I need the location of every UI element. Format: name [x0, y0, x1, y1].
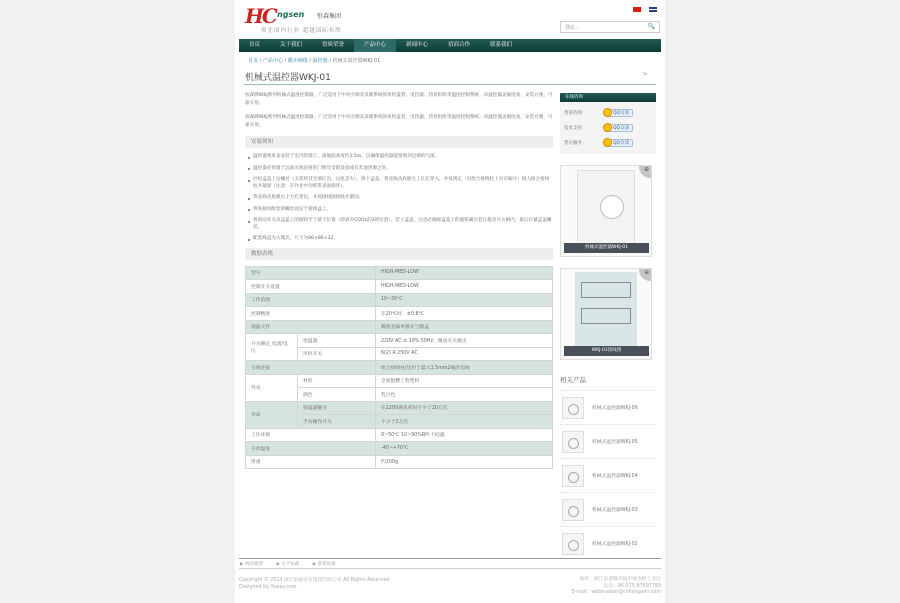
list-item: 温控器须垂直安装于室内的墙上，离地面高度约1.5m，以确保温控器能接收到足够的气流。: [245, 154, 553, 161]
breadcrumb-products[interactable]: 产品中心: [262, 58, 283, 64]
product-thumbnail: [562, 431, 584, 453]
image-caption: WKJ-01接线图: [564, 346, 649, 356]
table-row: 寿命 恒温器触点 在220V满负荷时不少于20万次: [246, 401, 553, 415]
related-product[interactable]: 机械式温控器WKJ-02: [560, 526, 656, 560]
thermostat-photo: [577, 170, 635, 246]
table-row: 控制精度 在20℃时，±0.8℃: [246, 307, 553, 321]
consult-row: [564, 120, 652, 135]
table-row: 存放温度 -40~+70℃: [246, 442, 553, 456]
footer-link-about[interactable]: ▶ 关于恒森: [276, 562, 300, 567]
sidebar: [560, 93, 656, 560]
image-caption: 机械式温控器WKJ-01: [564, 243, 649, 253]
related-products-title: 相关产品: [560, 376, 586, 384]
logo-cn: 恒森集团: [317, 13, 342, 20]
table-row: 手动操作开关 不少于2万次: [246, 415, 553, 429]
qq-chat-button[interactable]: QQ交谈: [604, 139, 633, 147]
list-item: 温控器必须置于远离光线直射的门窗及受阻设备或有其他热源之处。: [245, 166, 553, 173]
product-image[interactable]: [560, 165, 652, 257]
spec-table: [245, 266, 553, 470]
email-link[interactable]: E-mail：webmaster@cnhengsen.com: [571, 590, 661, 595]
header: [235, 0, 665, 38]
qq-icon: [603, 123, 612, 132]
intro-paragraph: 恒森牌WKJ系列机械式温度控制器，广泛适用于中央空调及采暖系统的风机盘管、电热器、热泵机组等温度控制系统。该温控器灵敏度高，安装方便，可靠实用。: [245, 115, 553, 128]
list-item: 配套线盒为入墙式，尺寸为86×86×32。: [245, 236, 553, 243]
english-flag-icon[interactable]: [649, 7, 657, 12]
install-notes-list: [245, 154, 553, 243]
footer-link-contact[interactable]: ▶ 联系恒森: [312, 562, 336, 567]
consult-label: 售前咨询：: [564, 110, 587, 116]
chinese-flag-icon[interactable]: [633, 7, 641, 12]
related-product[interactable]: 机械式温控器WKJ-05: [560, 424, 656, 458]
table-row: 工作环境 0~50℃ 10~90%RH 不结露: [246, 428, 553, 442]
table-row: 风机开关 6(2) A 250V AC: [246, 347, 553, 361]
breadcrumb: 首页 / 产品中心 / 暖冲阀组 / 温控器 / 机械式温控器WKJ-01: [248, 58, 381, 64]
table-row: 控制开关设置 HIGH-MED-LOW: [246, 280, 553, 294]
footer-link-sitemap[interactable]: ▶ 网站地图: [240, 562, 263, 567]
product-thumbnail: [562, 499, 584, 521]
table-row: 净重 约200g: [246, 455, 553, 469]
nav-news[interactable]: 新闻中心: [406, 42, 429, 48]
logo-mark: HC: [245, 4, 276, 28]
online-consult-panel: [560, 102, 656, 154]
table-row: 开关额定 电流/电压 恒温器 220V AC ± 10% 50Hz，微动开关输出: [246, 334, 553, 348]
search-input[interactable]: [560, 21, 660, 33]
logo[interactable]: [245, 4, 375, 34]
table-row: 感温元件 稀密金属单极充气膜盒: [246, 320, 553, 334]
breadcrumb-home[interactable]: 首页: [248, 58, 259, 64]
copyright: Copyright © 2013 浙江恒森实业集团有限公司 All Rights Reserved. Designed by Yoway.com: [239, 578, 392, 590]
product-thumbnail: [562, 465, 584, 487]
list-item: 拧松盒盖上边螺丝（无需将其全部拧出，以免丢失），拆下盒盖。将连线从底板左上长孔穿入，并按规定（见组合接线柱上对应编号）接入组合接线柱并紧固（注意：在作业中勿抓带表面损坏）。: [245, 177, 553, 190]
main-nav: [239, 39, 661, 52]
list-item: 将滑动开关及盒盖上的旋钮至于最下位置（即表有COOL的3的位置），装上盒盖。注意必确保盒盖上的旋钮确实套在拨动开关柄内，最后拧紧盒盖螺丝。: [245, 218, 553, 231]
slogan: 领先国内行业 超越国际名牌: [261, 28, 342, 34]
breadcrumb-subcategory[interactable]: 温控器: [312, 58, 328, 64]
search-icon[interactable]: 🔍: [647, 23, 655, 30]
related-product[interactable]: 机械式温控器WKJ-06: [560, 390, 656, 424]
related-product[interactable]: 机械式温控器WKJ-03: [560, 492, 656, 526]
main-content: [245, 92, 553, 469]
footer-links: [240, 561, 348, 567]
consult-label: 技术支持：: [564, 125, 587, 131]
footer-divider: [239, 568, 661, 569]
next-arrow-icon[interactable]: >: [642, 70, 648, 78]
search-placeholder: 搜索...: [565, 25, 580, 31]
consult-row: [564, 105, 652, 120]
table-row: 外壳 材料 全部阻燃工程塑料: [246, 374, 553, 388]
zoom-icon[interactable]: ⊕: [639, 268, 652, 281]
nav-cooperation[interactable]: 招商合作: [448, 42, 471, 48]
breadcrumb-category[interactable]: 暖冲阀组: [287, 58, 308, 64]
qq-chat-button[interactable]: QQ交谈: [604, 109, 633, 117]
qq-icon: [603, 108, 612, 117]
intro-paragraph: 恒森牌WKJ系列机械式温度控制器，广泛适用于中央空调及采暖系统的风机盘管、电热器、热泵机组等温度控制系统。该温控器灵敏度高，安装方便，可靠实用。: [245, 93, 553, 106]
qq-icon: [603, 138, 612, 147]
table-row: 颜色 乳白色: [246, 388, 553, 402]
nav-products[interactable]: 产品中心: [354, 39, 396, 52]
install-section-title: 安装须知: [245, 136, 553, 148]
table-row: 型号 HIGH-MED-LOW: [246, 266, 553, 280]
dial-shape: [600, 195, 624, 219]
nav-home[interactable]: 首页: [249, 42, 261, 48]
table-row: 引线连接 组合接线柱/适用于最大1.5mm2截的电线: [246, 361, 553, 375]
page-title: 机械式温控器WKJ-01: [245, 73, 331, 83]
table-section-title: 数据表格: [245, 248, 553, 260]
list-item: 将连线从底板右上方孔穿出，并按接线图接线并紧固。: [245, 195, 553, 202]
consult-row: [564, 135, 652, 150]
wiring-diagram-image[interactable]: [560, 268, 652, 360]
wiring-diagram: [575, 272, 637, 356]
designer-link[interactable]: Designed by Yoway.com: [239, 585, 297, 590]
nav-contact[interactable]: 联系我们: [490, 42, 513, 48]
nav-honors[interactable]: 资质荣誉: [322, 42, 345, 48]
zoom-icon[interactable]: ⊕: [639, 165, 652, 178]
footer-divider: [239, 558, 661, 559]
product-thumbnail: [562, 397, 584, 419]
language-switcher: [633, 7, 657, 12]
contact-info: 地址：浙江省诸暨市阮市镇金桥工业区 电话：86-575-87697789 E-mail：webmaster@cnhengsen.com: [571, 577, 661, 595]
related-product[interactable]: 机械式温控器WKJ-04: [560, 458, 656, 492]
table-row: 工作范围 10~30℃: [246, 293, 553, 307]
breadcrumb-current: 机械式温控器WKJ-01: [332, 58, 381, 64]
product-thumbnail: [562, 533, 584, 555]
qq-chat-button[interactable]: QQ交谈: [604, 124, 633, 132]
consult-label: 售后服务：: [564, 140, 587, 146]
title-divider: [244, 84, 656, 85]
nav-about[interactable]: 关于我们: [280, 42, 303, 48]
page-container: [235, 0, 665, 603]
online-consult-title: 在线咨询: [560, 93, 656, 102]
logo-brand: ngsen: [277, 10, 305, 19]
list-item: 将底板用配套的螺丝固定于接线盒上。: [245, 207, 553, 214]
